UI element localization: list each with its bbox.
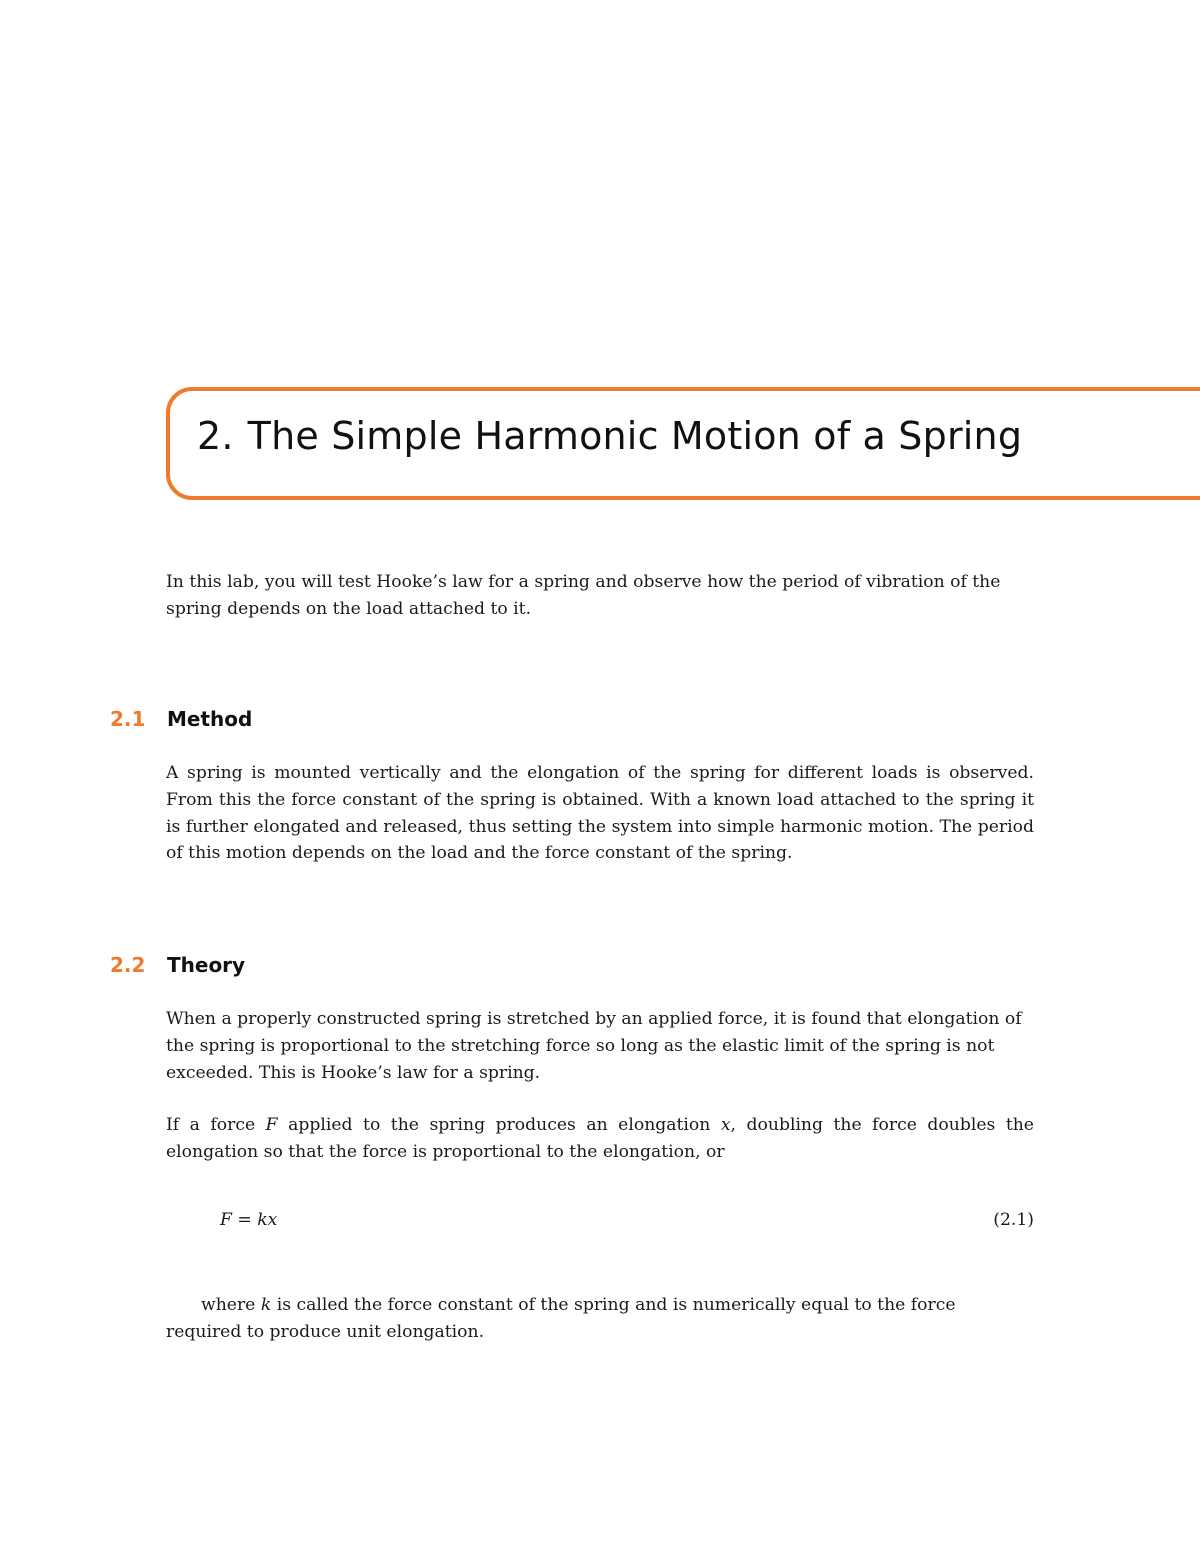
text-run: is called the force constant of the spring and is numerically equal to the force required to produce unit elongation. (166, 1295, 956, 1342)
theory-paragraph-force-constant (166, 1292, 1034, 1346)
section-heading-method (110, 707, 252, 731)
equation-body (220, 1210, 277, 1230)
text-run: applied to the spring produces an elongation (277, 1115, 721, 1135)
text-run: where (201, 1295, 261, 1315)
section-title: Method (167, 707, 253, 731)
theory-paragraph-hookes-law: When a properly constructed spring is stretched by an applied force, it is found that elongation of the spring is proportional to the stretching force so long as the elastic limit of the spring is not exceeded. This is Hooke’s law for a spring. (166, 1009, 1022, 1083)
section-number: 2.2 (110, 953, 146, 977)
equation-label: (2.1) (993, 1210, 1034, 1230)
section-number: 2.1 (110, 707, 146, 731)
chapter-title (197, 414, 1022, 458)
equation-rhs: kx (257, 1210, 278, 1230)
variable-x: x (720, 1115, 731, 1135)
chapter-number: 2. (197, 414, 234, 458)
equation-operator: = (231, 1210, 258, 1230)
chapter-title-text: The Simple Harmonic Motion of a Spring (247, 414, 1023, 458)
section-title: Theory (167, 953, 246, 977)
intro-paragraph: In this lab, you will test Hooke’s law for a spring and observe how the period of vibration of the spring depends on the load attached to it. (166, 572, 1001, 619)
method-paragraph: A spring is mounted vertically and the elongation of the spring for different loads is observed. From this the force constant of the spring is obtained. With a known load attached to the spring it is further elongated and released, thus setting the system into simple harmonic motion. The period of this motion depends on the load and the force constant of the spring. (166, 763, 1034, 864)
text-run: , doubling the force doubles the elongation so that the force is proportional to the elongation, or (166, 1115, 1034, 1162)
text-run: If a force (166, 1115, 266, 1135)
equation-2-1 (166, 1210, 1034, 1238)
variable-k: k (260, 1295, 272, 1315)
theory-paragraph-proportionality (166, 1112, 1034, 1166)
variable-f: F (265, 1115, 278, 1135)
equation-lhs: F (220, 1210, 232, 1230)
section-heading-theory (110, 953, 245, 977)
